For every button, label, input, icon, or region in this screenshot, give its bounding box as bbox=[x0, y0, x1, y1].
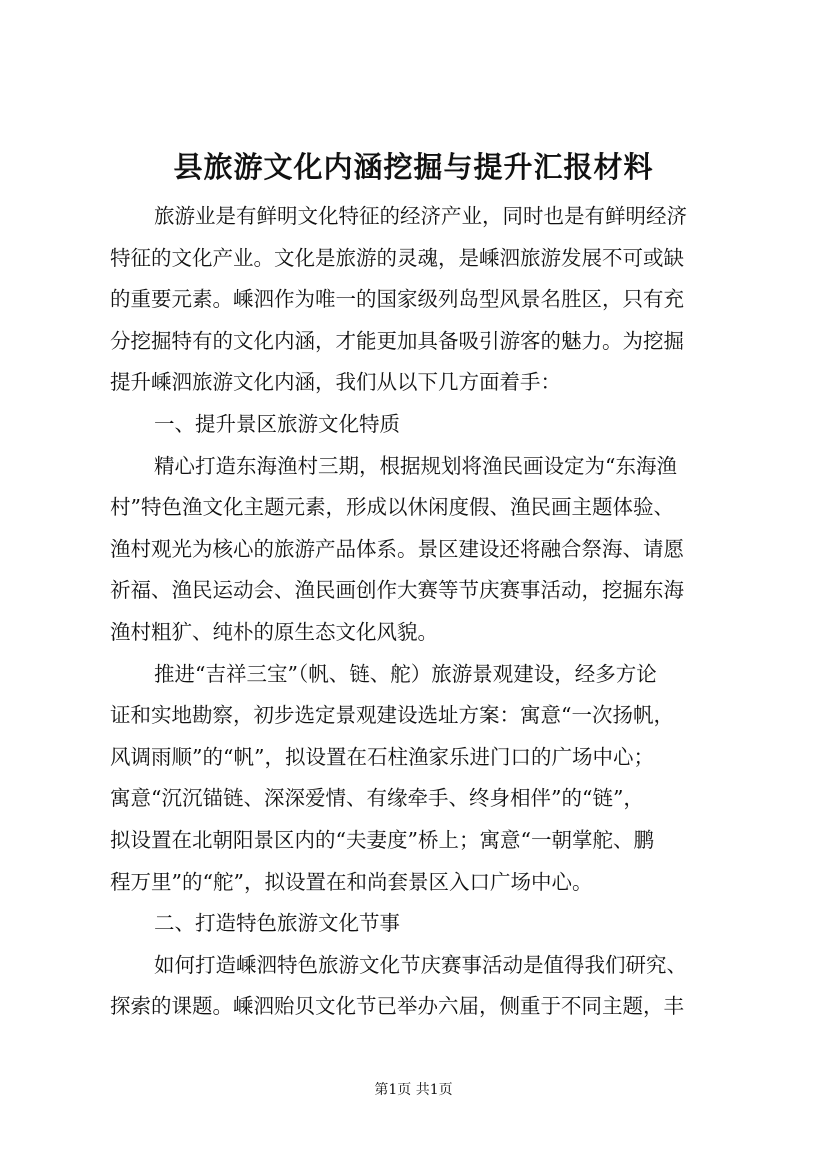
section-heading: 二、打造特色旅游文化节事 bbox=[154, 911, 400, 936]
paragraph-line: 的重要元素。嵊泗作为唯一的国家级列岛型风景名胜区，只有充 bbox=[110, 287, 684, 312]
paragraph-line: 探索的课题。嵊泗贻贝文化节已举办六届，侧重于不同主题，丰 bbox=[110, 994, 684, 1019]
paragraph-line: 村”特色渔文化主题元素，形成以休闲度假、渔民画主题体验、 bbox=[110, 495, 674, 520]
paragraph-line: 推进“吉祥三宝”（帆、链、舵）旅游景观建设，经多方论 bbox=[154, 661, 657, 686]
document-title: 县旅游文化内涵挖掘与提升汇报材料 bbox=[173, 150, 654, 184]
page-footer: 第1页 共1页 bbox=[374, 1082, 453, 1098]
document-body bbox=[110, 196, 744, 1028]
paragraph-line: 渔村观光为核心的旅游产品体系。景区建设还将融合祭海、请愿 bbox=[110, 536, 684, 561]
paragraph-line: 如何打造嵊泗特色旅游文化节庆赛事活动是值得我们研究、 bbox=[154, 952, 687, 977]
paragraph-line: 精心打造东海渔村三期，根据规划将渔民画设定为“东海渔 bbox=[154, 453, 677, 478]
paragraph-line: 风调雨顺”的“帆”，拟设置在石柱渔家乐进门口的广场中心； bbox=[110, 744, 654, 769]
section-heading: 一、提升景区旅游文化特质 bbox=[154, 411, 400, 436]
paragraph-line: 渔村粗犷、纯朴的原生态文化风貌。 bbox=[110, 619, 438, 644]
paragraph-line: 旅游业是有鲜明文化特征的经济产业，同时也是有鲜明经济 bbox=[154, 204, 687, 228]
paragraph-line: 分挖掘特有的文化内涵，才能更加具备吸引游客的魅力。为挖掘 bbox=[110, 328, 684, 353]
paragraph-line: 寓意“沉沉锚链、深深爱情、有缘牵手、终身相伴”的“链”， bbox=[110, 786, 644, 811]
paragraph-line: 拟设置在北朝阳景区内的“夫妻度”桥上；寓意“一朝掌舵、鹏 bbox=[110, 827, 654, 852]
paragraph-line: 祈福、渔民运动会、渔民画创作大赛等节庆赛事活动，挖掘东海 bbox=[110, 578, 684, 603]
paragraph-line: 提升嵊泗旅游文化内涵，我们从以下几方面着手： bbox=[110, 370, 561, 395]
paragraph-line: 特征的文化产业。文化是旅游的灵魂，是嵊泗旅游发展不可或缺 bbox=[110, 245, 684, 270]
paragraph-line: 证和实地勘察，初步选定景观建设选址方案：寓意“一次扬帆， bbox=[110, 703, 674, 728]
paragraph-line: 程万里”的“舵”，拟设置在和尚套景区入口广场中心。 bbox=[110, 869, 593, 894]
